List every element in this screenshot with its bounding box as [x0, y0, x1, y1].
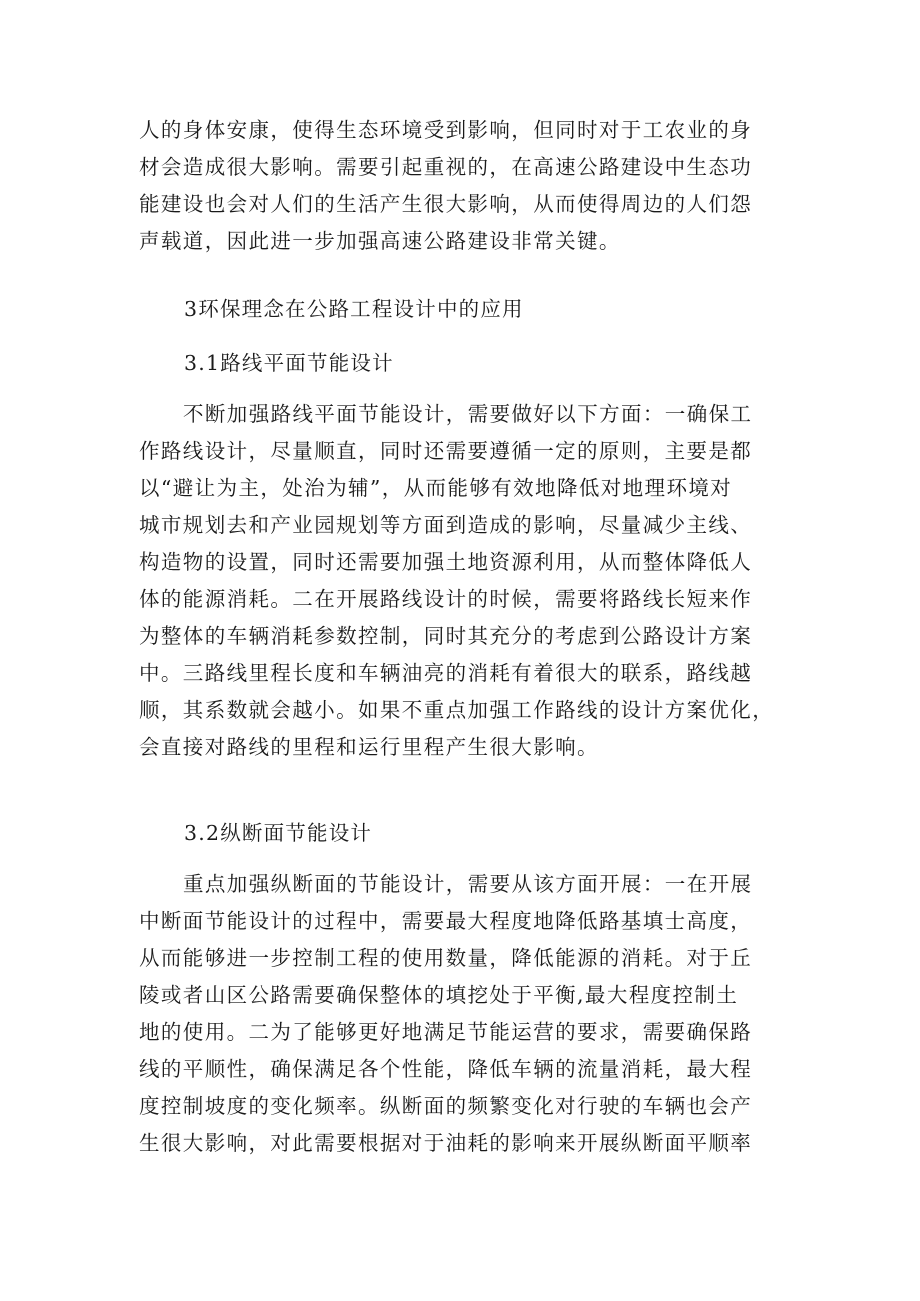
text-line: 顺，其系数就会越小。如果不重点加强工作路线的设计方案优化， [139, 698, 775, 722]
text-line: 不断加强路线平面节能设计，需要做好以下方面：一确保工 [183, 402, 753, 426]
paragraph-route-plane-design [139, 396, 789, 766]
text-line: 人的身体安康，使得生态环境受到影响，但同时对于工农业的身 [139, 118, 753, 142]
text-line: 从而能够进一步控制工程的使用数量，降低能源的消耗。对于丘 [139, 946, 753, 970]
text-line: 中断面节能设计的过程中，需要最大程度地降低路基填士高度， [139, 909, 753, 933]
subsection-heading-3-2: 3.2纵断面节能设计 [184, 821, 373, 845]
paragraph-eco-impact [139, 112, 789, 260]
text-line: 度控制坡度的变化频率。纵断面的频繁变化对行驶的车辆也会产 [139, 1094, 753, 1118]
text-line: 材会造成很大影响。需要引起重视的，在高速公路建设中生态功 [139, 155, 753, 179]
text-line: 为整体的车辆消耗参数控制，同时其充分的考虑到公路设计方案 [139, 624, 753, 648]
text-line: 陵或者山区公路需要确保整体的填挖处于平衡,最大程度控制土 [139, 983, 739, 1007]
text-line: 生很大影响，对此需要根据对于油耗的影响来开展纵断面平顺率 [139, 1131, 753, 1155]
text-line: 中。三路线里程长度和车辆油亮的消耗有着很大的联系，路线越 [139, 661, 753, 685]
text-line: 构造物的设置，同时还需要加强土地资源利用，从而整体降低人 [139, 550, 753, 574]
text-line: 以“避让为主，处治为辅”，从而能够有效地降低对地理环境对 [139, 476, 733, 500]
text-line: 重点加强纵断面的节能设计，需要从该方面开展：一在开展 [183, 872, 753, 896]
text-line: 能建设也会对人们的生活产生很大影响，从而使得周边的人们怨 [139, 192, 753, 216]
text-line: 作路线设计，尽量顺直，同时还需要遵循一定的原则，主要是都 [139, 439, 753, 463]
section-heading: 3环保理念在公路工程设计中的应用 [184, 297, 524, 321]
text-line: 线的平顺性，确保满足各个性能，降低车辆的流量消耗，最大程 [139, 1057, 753, 1081]
text-line: 体的能源消耗。二在开展路线设计的时候，需要将路线长短来作 [139, 587, 753, 611]
subsection-heading-3-1: 3.1路线平面节能设计 [184, 351, 394, 375]
text-line: 城市规划去和产业园规划等方面到造成的影响，尽量减少主线、 [139, 513, 753, 537]
text-line: 地的使用。二为了能够更好地满足节能运营的要求，需要确保路 [139, 1020, 753, 1044]
text-line: 声载道，因此进一步加强高速公路建设非常关键。 [139, 229, 621, 253]
paragraph-vertical-section-design [139, 866, 789, 1162]
text-line: 会直接对路线的里程和运行里程产生很大影响。 [139, 735, 599, 759]
